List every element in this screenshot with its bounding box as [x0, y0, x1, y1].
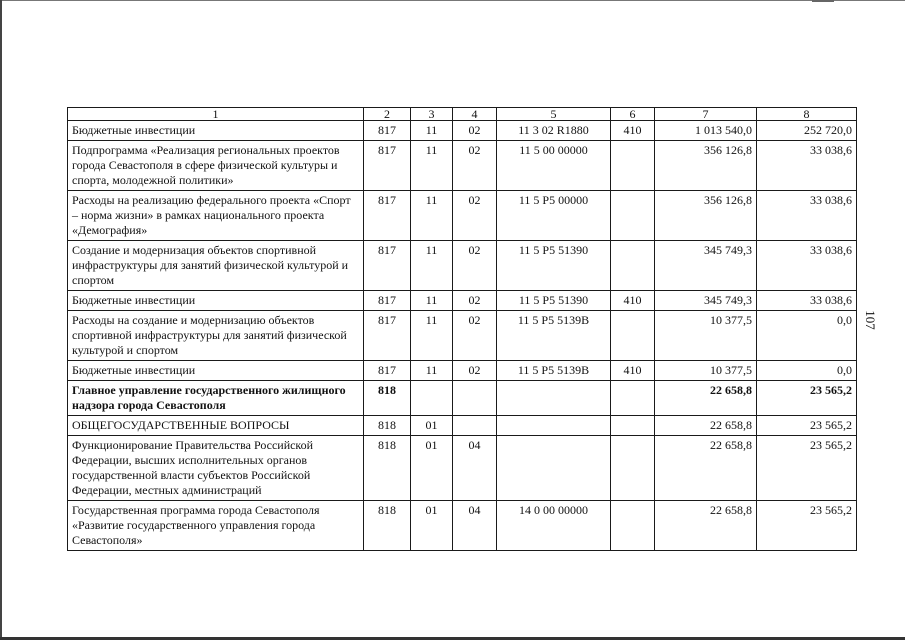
- row-expense-type: 410: [611, 361, 655, 381]
- row-amount-col7: 22 658,8: [655, 416, 757, 436]
- row-name: Расходы на реализацию федерального проекта «Спорт – норма жизни» в рамках национального проекта «Демография»: [68, 191, 364, 241]
- row-expense-type: [611, 141, 655, 191]
- row-section: 01: [411, 501, 453, 551]
- row-amount-col7: 345 749,3: [655, 291, 757, 311]
- row-target-article: 11 5 P5 51390: [497, 291, 611, 311]
- row-target-article: 11 5 P5 5139B: [497, 311, 611, 361]
- column-number-row: [68, 108, 857, 121]
- row-target-article: 11 3 02 R1880: [497, 121, 611, 141]
- row-expense-type: [611, 381, 655, 416]
- row-amount-col7: 356 126,8: [655, 141, 757, 191]
- row-subsection: [453, 381, 497, 416]
- budget-table: [67, 107, 857, 551]
- row-target-article: [497, 436, 611, 501]
- row-name: Функционирование Правительства Российской Федерации, высших исполнительных органов государственной власти субъектов Российской Федерации, местных администраций: [68, 436, 364, 501]
- table-row: [68, 311, 857, 361]
- row-name: ОБЩЕГОСУДАРСТВЕННЫЕ ВОПРОСЫ: [68, 416, 364, 436]
- row-subsection: 02: [453, 311, 497, 361]
- row-ministry-code: 818: [364, 416, 411, 436]
- row-amount-col8: 0,0: [757, 361, 857, 381]
- row-target-article: [497, 381, 611, 416]
- row-target-article: [497, 416, 611, 436]
- row-subsection: 04: [453, 501, 497, 551]
- row-expense-type: [611, 191, 655, 241]
- row-name: Главное управление государственного жилищного надзора города Севастополя: [68, 381, 364, 416]
- row-section: 11: [411, 361, 453, 381]
- column-number: 2: [364, 108, 411, 121]
- row-name: Бюджетные инвестиции: [68, 361, 364, 381]
- table-row: [68, 416, 857, 436]
- row-expense-type: [611, 311, 655, 361]
- column-number: 8: [757, 108, 857, 121]
- table-row: [68, 291, 857, 311]
- column-number: 1: [68, 108, 364, 121]
- row-amount-col7: 1 013 540,0: [655, 121, 757, 141]
- row-amount-col8: 23 565,2: [757, 501, 857, 551]
- row-expense-type: 410: [611, 121, 655, 141]
- row-subsection: 02: [453, 141, 497, 191]
- row-section: 01: [411, 436, 453, 501]
- row-section: 01: [411, 416, 453, 436]
- row-expense-type: [611, 501, 655, 551]
- row-amount-col7: 10 377,5: [655, 311, 757, 361]
- row-target-article: 14 0 00 00000: [497, 501, 611, 551]
- row-name: Бюджетные инвестиции: [68, 121, 364, 141]
- row-amount-col8: 33 038,6: [757, 241, 857, 291]
- row-amount-col7: 22 658,8: [655, 501, 757, 551]
- row-amount-col8: 33 038,6: [757, 291, 857, 311]
- row-section: 11: [411, 121, 453, 141]
- row-ministry-code: 818: [364, 381, 411, 416]
- row-ministry-code: 817: [364, 311, 411, 361]
- table-row: [68, 191, 857, 241]
- row-target-article: 11 5 P5 5139B: [497, 361, 611, 381]
- row-section: 11: [411, 291, 453, 311]
- table-row: [68, 141, 857, 191]
- table-row: [68, 381, 857, 416]
- page-number: 107: [863, 310, 878, 330]
- column-number: 5: [497, 108, 611, 121]
- row-name: Подпрограмма «Реализация региональных проектов города Севастополя в сфере физической культуры и спорта, молодежной политики»: [68, 141, 364, 191]
- row-name: Бюджетные инвестиции: [68, 291, 364, 311]
- column-number: 4: [453, 108, 497, 121]
- row-subsection: 02: [453, 241, 497, 291]
- column-number: 3: [411, 108, 453, 121]
- row-expense-type: [611, 241, 655, 291]
- row-ministry-code: 818: [364, 436, 411, 501]
- table-row: [68, 241, 857, 291]
- row-amount-col8: 33 038,6: [757, 191, 857, 241]
- row-ministry-code: 817: [364, 291, 411, 311]
- table-row: [68, 361, 857, 381]
- row-name: Государственная программа города Севастополя «Развитие государственного управления города Севастополя»: [68, 501, 364, 551]
- scan-edge-top: [0, 0, 905, 1]
- table-row: [68, 501, 857, 551]
- row-subsection: 02: [453, 191, 497, 241]
- row-amount-col7: 10 377,5: [655, 361, 757, 381]
- row-amount-col7: 345 749,3: [655, 241, 757, 291]
- row-ministry-code: 817: [364, 141, 411, 191]
- row-amount-col8: 252 720,0: [757, 121, 857, 141]
- row-subsection: 02: [453, 361, 497, 381]
- row-expense-type: 410: [611, 291, 655, 311]
- row-subsection: 02: [453, 121, 497, 141]
- row-amount-col7: 356 126,8: [655, 191, 757, 241]
- row-subsection: 04: [453, 436, 497, 501]
- row-amount-col8: 0,0: [757, 311, 857, 361]
- row-name: Расходы на создание и модернизацию объектов спортивной инфраструктуры для занятий физической культурой и спортом: [68, 311, 364, 361]
- column-number: 6: [611, 108, 655, 121]
- row-expense-type: [611, 436, 655, 501]
- row-section: 11: [411, 241, 453, 291]
- table-row: [68, 436, 857, 501]
- column-number: 7: [655, 108, 757, 121]
- row-target-article: 11 5 00 00000: [497, 141, 611, 191]
- row-ministry-code: 817: [364, 191, 411, 241]
- row-ministry-code: 817: [364, 361, 411, 381]
- row-amount-col8: 23 565,2: [757, 381, 857, 416]
- row-target-article: 11 5 P5 00000: [497, 191, 611, 241]
- row-ministry-code: 818: [364, 501, 411, 551]
- row-amount-col7: 22 658,8: [655, 436, 757, 501]
- row-name: Создание и модернизация объектов спортивной инфраструктуры для занятий физической культурой и спортом: [68, 241, 364, 291]
- row-section: 11: [411, 311, 453, 361]
- row-section: 11: [411, 141, 453, 191]
- row-subsection: [453, 416, 497, 436]
- scan-edge-left: [0, 0, 2, 640]
- row-expense-type: [611, 416, 655, 436]
- row-ministry-code: 817: [364, 121, 411, 141]
- row-section: [411, 381, 453, 416]
- row-amount-col8: 23 565,2: [757, 416, 857, 436]
- row-amount-col7: 22 658,8: [655, 381, 757, 416]
- row-section: 11: [411, 191, 453, 241]
- row-target-article: 11 5 P5 51390: [497, 241, 611, 291]
- row-amount-col8: 23 565,2: [757, 436, 857, 501]
- table-row: [68, 121, 857, 141]
- scan-mark: [812, 0, 834, 2]
- row-subsection: 02: [453, 291, 497, 311]
- row-amount-col8: 33 038,6: [757, 141, 857, 191]
- row-ministry-code: 817: [364, 241, 411, 291]
